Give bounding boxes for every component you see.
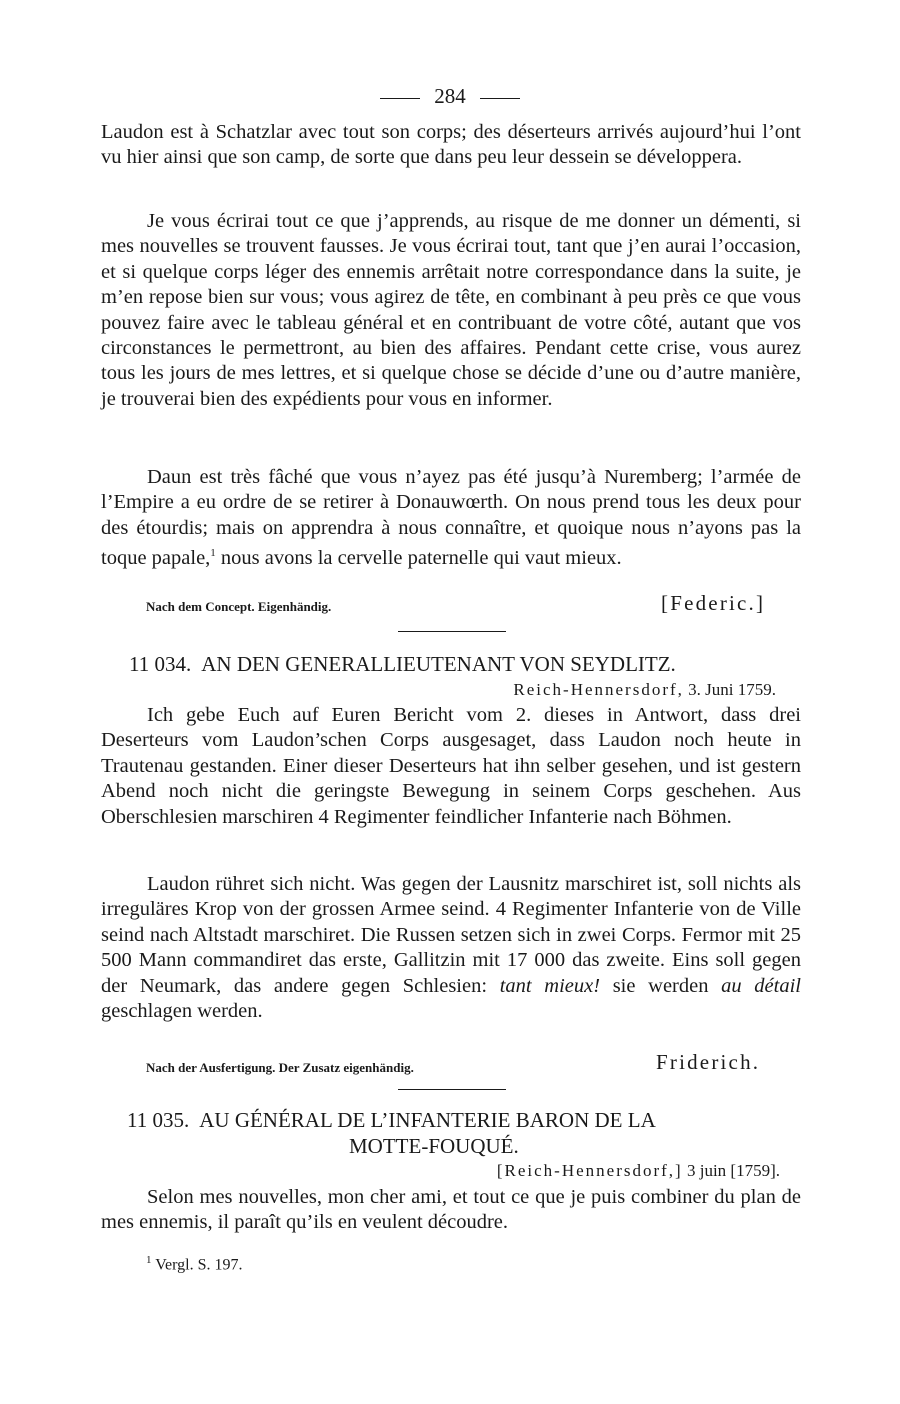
footnote [146,1254,242,1274]
letter-11034-place: Reich-Hennersdorf, [513,680,684,699]
intro-signature: [Federic.] [661,591,766,615]
intro-paragraph-2: Je vous écrirai tout ce que j’apprends, au risque de me donner un démenti, si mes nouvelles se trouvent fausses. Je vous écrirai tout, tant que j’en aurai l’occasion, et si quelque corps léger des ennemis arrêtait notre correspondance dans la suite, je m’en repose bien sur vous; vous agirez de tête, en combinant à peu près ce que vous pouvez faire avec le tableau général et en contribuant de votre côté, autant que vos circonstances le permettront, au bien des affaires. Pendant cette crise, vous aurez tous les jours de mes lettres, et si quelque chose se décide d’une ou d’autre manière, je trouverai bien des expédients pour vous en informer. [101,210,801,410]
letter-11034-paragraph-2-text: Laudon rühret sich nicht. Was gegen der Lausnitz marschiret ist, soll nichts als irreguläres Krop von der grossen Armee seind. 4 Regimenter Infanterie von de Ville seind nach Altstadt marschiret. Die Russen setzen sich in zwei Corps. Fermor mit 25 500 Mann commandiret das erste, Gallitzin mit 17 000 das zweite. Eins soll gegen der Neumark, das andere gegen Schlesien: [101,873,801,997]
letter-11035-place-date [497,1161,780,1181]
intro-paragraph-3-text: Daun est très fâché que vous n’ayez pas été jusqu’à Nuremberg; l’armée de l’Empire a eu ordre de se retirer à Donauwœrth. On nous prend tous les deux pour des étourdis; mais on apprendra à nous connaître, et quoique nous n’ayons pas la toque papale, [101,466,801,570]
section-divider [398,631,506,632]
letter-11034-paragraph-2-mid: sie werden [600,974,722,997]
letter-11034-emphasis-2: au détail [721,974,801,997]
letter-11035-heading-line-1 [127,1108,656,1133]
section-divider [398,1089,506,1090]
page-number: 284 [434,84,466,108]
page-number-dash-left [380,98,420,99]
letter-11034-paragraph-1: Ich gebe Euch auf Euren Bericht vom 2. dieses in Antwort, dass drei Deserteurs vom Laudon’schen Corps ausgesaget, dass Laudon noch heute in Trautenau gestanden. Einer dieser Deserteurs hat ihn selber gesehen, und ist gestern Abend noch nicht die geringste Bewegung in seinem Corps geschehen. Aus Oberschlesien marschiren 4 Regimenter feindlicher Infanterie nach Böhmen. [101,704,801,828]
letter-11034-number: 11 034. [129,652,192,676]
letter-11035-title-line-2: MOTTE-FOUQUÉ. [349,1134,519,1158]
intro-source-note: Nach dem Concept. Eigenhändig. [146,599,332,614]
page-number-dash-right [480,98,520,99]
footnote-text: Vergl. S. 197. [155,1256,243,1274]
letter-11034-heading [129,652,676,677]
letter-11034-source-note: Nach der Ausfertigung. Der Zusatz eigenhändig. [146,1060,414,1075]
letter-11034-signature: Friderich. [656,1050,761,1074]
letter-11035-number: 11 035. [127,1108,190,1132]
intro-paragraph-3 [101,465,801,571]
page-number-line [0,84,900,109]
letter-11034-paragraph-2 [101,872,801,1024]
footnote-mark: 1 [146,1254,152,1266]
letter-11034-date: 3. Juni 1759. [688,680,776,699]
footnote-reference: 1 [210,547,216,560]
letter-11034-emphasis-1: tant mieux! [499,974,601,997]
letter-11034-place-date [513,680,776,700]
letter-11035-title-line-1: AU GÉNÉRAL DE L’INFANTERIE BARON DE LA [199,1108,656,1132]
letter-11035-date: 3 juin [1759]. [686,1161,780,1180]
letter-11034-title: AN DEN GENERALLIEUTENANT VON SEYDLITZ. [201,652,676,676]
letter-11035-place: [Reich-Hennersdorf,] [496,1161,683,1180]
intro-paragraph-1: Laudon est à Schatzlar avec tout son corps; des déserteurs arrivés aujourd’hui l’ont vu hier ainsi que son camp, de sorte que dans peu leur dessein se développera. [101,121,801,169]
intro-paragraph-3-tail: nous avons la cervelle paternelle qui vaut mieux. [215,547,622,570]
letter-11035-paragraph-1: Selon mes nouvelles, mon cher ami, et tout ce que je puis combiner du plan de mes ennemis, il paraît qu’ils en veulent découdre. [101,1186,801,1234]
letter-11034-paragraph-2-end: geschlagen werden. [101,1000,263,1023]
